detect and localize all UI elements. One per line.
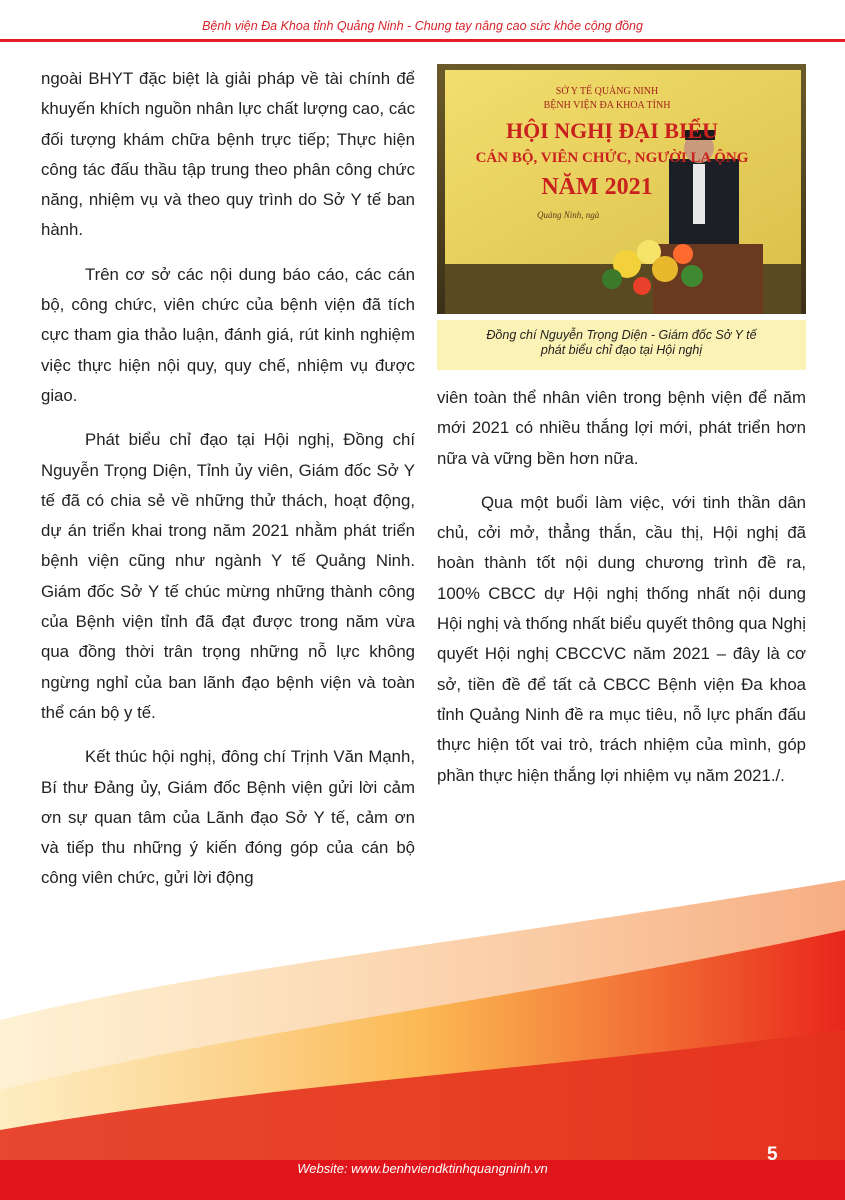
photo-illustration — [437, 64, 806, 314]
banner-text-4: CÁN BỘ, VIÊN CHỨC, NGƯỜI LA ỘNG — [475, 150, 749, 166]
photo-caption — [437, 320, 806, 370]
paragraph: Kết thúc hội nghị, đông chí Trịnh Văn Mạnh, Bí thư Đảng ủy, Giám đốc Bệnh viện gửi lời cảm ơn sự quan tâm của Lãnh đạo Sở Y tế, cảm ơn và tiếp thu những ý kiến đóng góp của cán bộ công viên chức, gửi lời động — [41, 747, 415, 888]
banner-text-5: NĂM 2021 — [541, 174, 653, 200]
banner-text-3: HỘI NGHỊ ĐẠI BIỂU — [505, 118, 719, 143]
paragraph: viên toàn thể nhân viên trong bệnh viện để năm mới 2021 có nhiều thắng lợi mới, phát triển hơn nữa và vững bền hơn nữa. — [437, 388, 806, 468]
banner-text-2: BỆNH VIỆN ĐA KHOA TỈNH — [543, 100, 671, 111]
caption-line: Đồng chí Nguyễn Trọng Diện - Giám đốc Sở Y tế — [486, 328, 757, 342]
decorative-swoosh — [0, 860, 845, 1160]
banner-text-6: Quảng Ninh, ngà — [537, 210, 600, 220]
caption-line: phát biểu chỉ đạo tại Hội nghị — [540, 343, 703, 357]
page-number: 5 — [767, 1144, 778, 1165]
banner-text-1: SỞ Y TẾ QUẢNG NINH — [555, 86, 659, 97]
paragraph: Phát biểu chỉ đạo tại Hội nghị, Đồng chí Nguyễn Trọng Diện, Tỉnh ủy viên, Giám đốc Sở Y tế đã có chia sẻ về những thử thách, hoạt động, dự án triển khai trong năm 2021 nhằm phát triển bệnh viện cũng như ngành Y tế Quảng Ninh. Giám đốc Sở Y tế chúc mừng những thành công của Bệnh viện tỉnh đã đạt được trong năm vừa qua đồng thời trân trọng những nỗ lực không ngừng nghỉ của ban lãnh đạo bệnh viện và toàn thể cán bộ y tế. — [41, 430, 415, 722]
conference-photo — [437, 64, 806, 314]
header-divider — [0, 39, 845, 42]
footer-website: Website: www.benhviendktinhquangninh.vn — [297, 1161, 548, 1176]
left-column — [41, 64, 415, 908]
figure — [437, 64, 806, 372]
paragraph: Trên cơ sở các nội dung báo cáo, các cán bộ, công chức, viên chức của bệnh viện đã tích cực tham gia thảo luận, đánh giá, rút kinh nghiệm việc thực hiện nội quy, quy chế, nhiệm vụ được giao. — [41, 264, 415, 405]
paragraph: Qua một buổi làm việc, với tinh thần dân chủ, cởi mở, thẳng thắn, cầu thị, Hội nghị đã hoàn thành tốt nội dung chương trình đề ra, 100% CBCC dự Hội nghị thống nhất nội dung Hội nghị và thống nhất biểu quyết thông qua Nghị quyết Hội nghị CBCCVC năm 2021 – đây là cơ sở, tiền đề để tất cả CBCC Bệnh viện Đa khoa tỉnh Quảng Ninh đề ra mục tiêu, nỗ lực phấn đấu thực hiện tốt vai trò, trách nhiệm của mình, góp phần thực hiện thắng lợi nhiệm vụ năm 2021./. — [437, 492, 806, 785]
paragraph: ngoài BHYT đặc biệt là giải pháp về tài chính để khuyến khích nguồn nhân lực chất lượng cao, các đối tượng khám chữa bệnh trực tiếp; Thực hiện công tác đấu thầu tập trung theo phân công chức năng, nhiệm vụ và theo quy trình do Sở Y tế ban hành. — [41, 69, 415, 240]
header-title: Bệnh viện Đa Khoa tỉnh Quảng Ninh - Chung tay nâng cao sức khỏe cộng đồng — [202, 19, 643, 33]
right-column — [437, 383, 806, 805]
